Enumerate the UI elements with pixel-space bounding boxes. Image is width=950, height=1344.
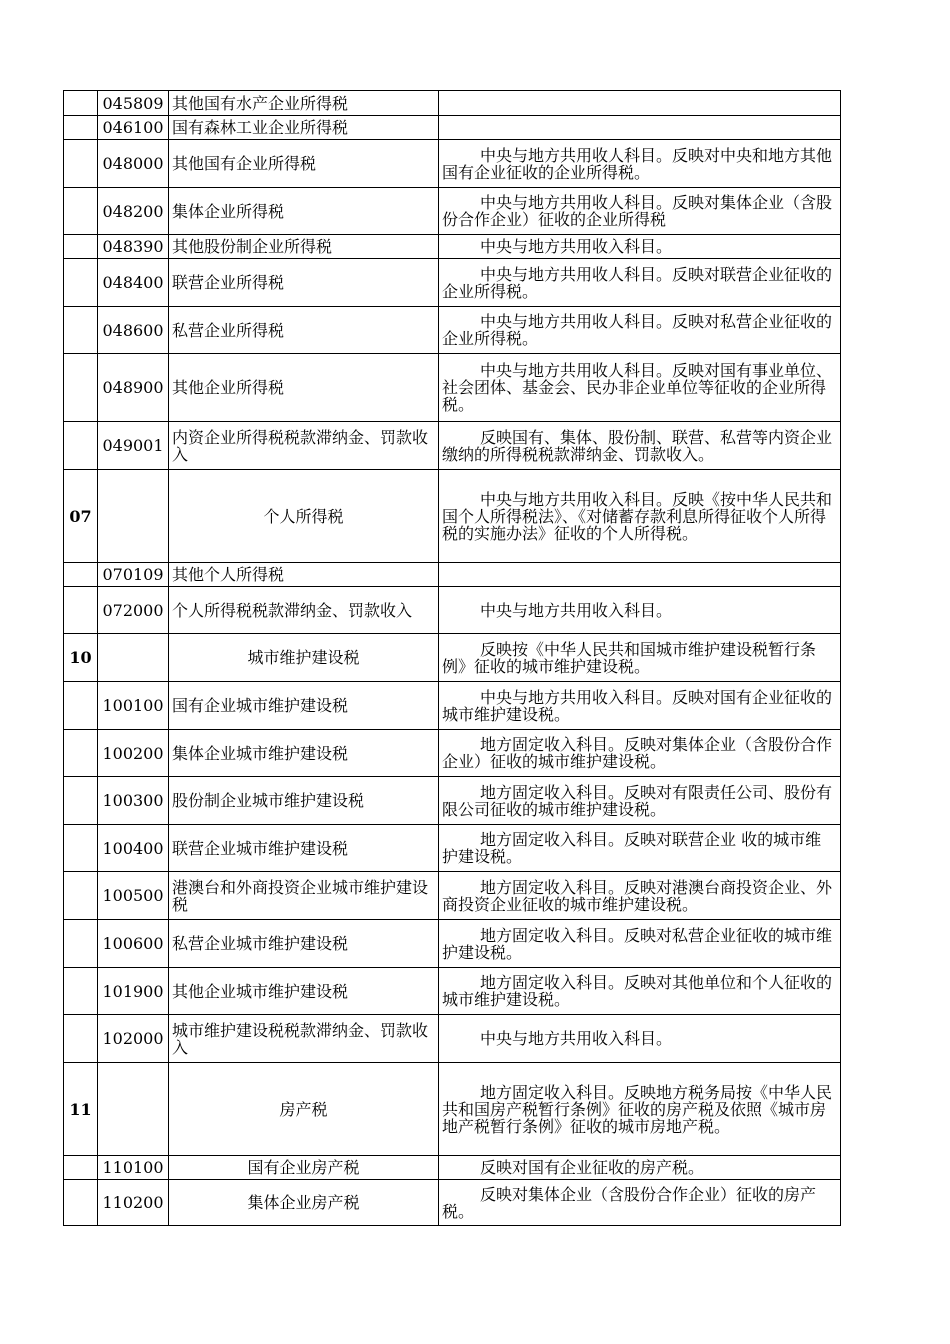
table-row — [64, 1156, 841, 1180]
category-code-cell — [64, 1156, 98, 1180]
subject-name-cell: 个人所得税税款滞纳金、罚款收入 — [169, 587, 439, 634]
table-row — [64, 235, 841, 259]
subject-code-cell: 100100 — [98, 682, 169, 730]
subject-description-cell — [439, 968, 841, 1015]
description-text: 反映按《中华人民共和国城市维护建设税暂行条例》征收的城市维护建设税。 — [442, 639, 817, 676]
subject-name-cell: 其他股份制企业所得税 — [169, 235, 439, 259]
subject-description-cell — [439, 920, 841, 968]
description-text: 地方固定收入科目。反映对私营企业征收的城市维护建设税。 — [442, 925, 833, 962]
subject-description-cell — [439, 634, 841, 682]
category-code-cell — [64, 259, 98, 307]
subject-code-cell: 048200 — [98, 188, 169, 235]
subject-name-cell: 个人所得税 — [169, 470, 439, 563]
description-text: 地方固定收入科目。反映对联营企业 收的城市维护建设税。 — [442, 830, 822, 866]
category-code-cell — [64, 563, 98, 587]
subject-description-cell — [439, 91, 841, 116]
table-row — [64, 682, 841, 730]
table-row — [64, 470, 841, 563]
subject-name-cell: 私营企业所得税 — [169, 307, 439, 354]
table-row — [64, 1015, 841, 1063]
subject-name-cell: 其他个人所得税 — [169, 563, 439, 587]
subject-description-cell — [439, 188, 841, 235]
subject-code-cell: 101900 — [98, 968, 169, 1015]
subject-name-cell: 其他国有水产企业所得税 — [169, 91, 439, 116]
category-code-cell: 10 — [64, 634, 98, 682]
table-row — [64, 730, 841, 777]
description-text: 中央与地方共用收人科目。反映对联营企业征收的企业所得税。 — [442, 264, 833, 301]
subject-description-cell — [439, 140, 841, 188]
subject-name-cell: 联营企业所得税 — [169, 259, 439, 307]
category-code-cell — [64, 91, 98, 116]
subject-description-cell — [439, 470, 841, 563]
category-code-cell — [64, 354, 98, 422]
subject-code-cell: 048600 — [98, 307, 169, 354]
table-row — [64, 634, 841, 682]
category-code-cell — [64, 825, 98, 872]
description-text: 中央与地方共用收入科目。 — [480, 600, 673, 620]
subject-description-cell — [439, 1156, 841, 1180]
subject-description-cell — [439, 235, 841, 259]
subject-code-cell: 110100 — [98, 1156, 169, 1180]
subject-description-cell — [439, 307, 841, 354]
subject-code-cell — [98, 470, 169, 563]
table-row — [64, 91, 841, 116]
subject-code-cell: 048900 — [98, 354, 169, 422]
description-text: 中央与地方共用收入科目。 — [480, 237, 673, 256]
subject-name-cell: 股份制企业城市维护建设税 — [169, 777, 439, 825]
subject-code-cell: 100500 — [98, 872, 169, 920]
table-row — [64, 920, 841, 968]
subject-description-cell — [439, 563, 841, 587]
subject-code-cell: 046100 — [98, 116, 169, 140]
category-code-cell — [64, 920, 98, 968]
category-code-cell — [64, 116, 98, 140]
category-code-cell — [64, 730, 98, 777]
subject-name-cell: 联营企业城市维护建设税 — [169, 825, 439, 872]
description-text: 中央与地方共用收入科目。 — [480, 1029, 673, 1048]
table-row — [64, 259, 841, 307]
subject-code-cell — [98, 634, 169, 682]
table-row — [64, 116, 841, 140]
subject-description-cell — [439, 730, 841, 777]
table-row — [64, 354, 841, 422]
category-code-cell — [64, 1180, 98, 1226]
category-code-cell — [64, 307, 98, 354]
subject-name-cell: 国有企业房产税 — [169, 1156, 439, 1180]
category-code-cell — [64, 872, 98, 920]
description-text: 中央与地方共用收人科目。反映对中央和地方其他国有企业征收的企业所得税。 — [442, 145, 833, 182]
subject-description-cell — [439, 777, 841, 825]
table-row — [64, 872, 841, 920]
category-code-cell: 07 — [64, 470, 98, 563]
description-text: 中央与地方共用收入科目。反映对国有企业征收的城市维护建设税。 — [442, 687, 833, 724]
subject-code-cell: 049001 — [98, 422, 169, 470]
description-text: 地方固定收入科目。反映对港澳台商投资企业、外商投资企业征收的城市维护建设税。 — [442, 877, 833, 914]
subject-code-cell: 110200 — [98, 1180, 169, 1226]
subject-description-cell — [439, 422, 841, 470]
subject-name-cell: 其他企业所得税 — [169, 354, 439, 422]
subject-description-cell — [439, 116, 841, 140]
description-text: 中央与地方共用收人科目。反映对集体企业（含股份合作企业）征收的企业所得税 — [442, 193, 833, 229]
category-code-cell — [64, 587, 98, 634]
subject-name-cell: 房产税 — [169, 1063, 439, 1156]
subject-code-cell: 070109 — [98, 563, 169, 587]
description-text: 中央与地方共用收入科目。反映《按中华人民共和国个人所得税法》、《对储蓄存款利息所得征收个人所得税的实施办法》征收的个人所得税。 — [442, 489, 833, 543]
description-text: 反映对国有企业征收的房产税。 — [480, 1158, 705, 1177]
subject-name-cell: 集体企业所得税 — [169, 188, 439, 235]
subject-name-cell: 其他国有企业所得税 — [169, 140, 439, 188]
subject-code-cell: 100600 — [98, 920, 169, 968]
subject-code-cell: 048400 — [98, 259, 169, 307]
table-row — [64, 140, 841, 188]
description-text: 地方固定收入科目。反映对有限责任公司、股份有限公司征收的城市维护建设税。 — [442, 782, 833, 819]
subject-code-cell: 048390 — [98, 235, 169, 259]
subject-description-cell — [439, 259, 841, 307]
subject-description-cell — [439, 1015, 841, 1063]
subject-code-cell: 100300 — [98, 777, 169, 825]
tax-subject-table — [63, 90, 841, 1226]
subject-description-cell — [439, 1180, 841, 1226]
table-row — [64, 422, 841, 470]
table-row — [64, 968, 841, 1015]
subject-description-cell — [439, 872, 841, 920]
subject-name-cell: 港澳台和外商投资企业城市维护建设税 — [169, 872, 439, 920]
category-code-cell: 11 — [64, 1063, 98, 1156]
category-code-cell — [64, 1015, 98, 1063]
subject-name-cell: 城市维护建设税 — [169, 634, 439, 682]
table-row — [64, 563, 841, 587]
subject-name-cell: 城市维护建设税税款滞纳金、罚款收入 — [169, 1015, 439, 1063]
description-text: 中央与地方共用收人科目。反映对私营企业征收的企业所得税。 — [442, 312, 833, 348]
subject-code-cell: 048000 — [98, 140, 169, 188]
subject-name-cell: 私营企业城市维护建设税 — [169, 920, 439, 968]
table-row — [64, 307, 841, 354]
description-text: 反映国有、集体、股份制、联营、私营等内资企业缴纳的所得税税款滞纳金、罚款收入。 — [442, 427, 833, 464]
subject-code-cell: 045809 — [98, 91, 169, 116]
table-row — [64, 188, 841, 235]
table-body — [64, 91, 841, 1226]
subject-name-cell: 集体企业房产税 — [169, 1180, 439, 1226]
category-code-cell — [64, 188, 98, 235]
description-text: 反映对集体企业（含股份合作企业）征收的房产税。 — [442, 1184, 817, 1221]
category-code-cell — [64, 140, 98, 188]
subject-description-cell — [439, 587, 841, 634]
table-row — [64, 777, 841, 825]
table-row — [64, 587, 841, 634]
subject-name-cell: 其他企业城市维护建设税 — [169, 968, 439, 1015]
table-row — [64, 1063, 841, 1156]
subject-name-cell: 国有企业城市维护建设税 — [169, 682, 439, 730]
category-code-cell — [64, 968, 98, 1015]
category-code-cell — [64, 777, 98, 825]
subject-description-cell — [439, 682, 841, 730]
category-code-cell — [64, 682, 98, 730]
description-text: 地方固定收入科目。反映对其他单位和个人征收的城市维护建设税。 — [442, 973, 833, 1009]
subject-description-cell — [439, 825, 841, 872]
subject-code-cell — [98, 1063, 169, 1156]
table-row — [64, 825, 841, 872]
description-text: 地方固定收入科目。反映对集体企业（含股份合作企业）征收的城市维护建设税。 — [442, 735, 833, 771]
subject-name-cell: 内资企业所得税税款滞纳金、罚款收入 — [169, 422, 439, 470]
description-text: 中央与地方共用收人科目。反映对国有事业单位、社会团体、基金会、民办非企业单位等征收的企业所得税。 — [442, 361, 833, 414]
subject-code-cell: 100400 — [98, 825, 169, 872]
subject-description-cell — [439, 1063, 841, 1156]
category-code-cell — [64, 422, 98, 470]
description-text: 地方固定收入科目。反映地方税务局按《中华人民共和国房产税暂行条例》征收的房产税及依照《城市房地产税暂行条例》征收的城市房地产税。 — [442, 1082, 833, 1136]
category-code-cell — [64, 235, 98, 259]
subject-code-cell: 100200 — [98, 730, 169, 777]
table-row — [64, 1180, 841, 1226]
subject-description-cell — [439, 354, 841, 422]
subject-name-cell: 国有森林工业企业所得税 — [169, 116, 439, 140]
subject-code-cell: 072000 — [98, 587, 169, 634]
subject-name-cell: 集体企业城市维护建设税 — [169, 730, 439, 777]
subject-code-cell: 102000 — [98, 1015, 169, 1063]
